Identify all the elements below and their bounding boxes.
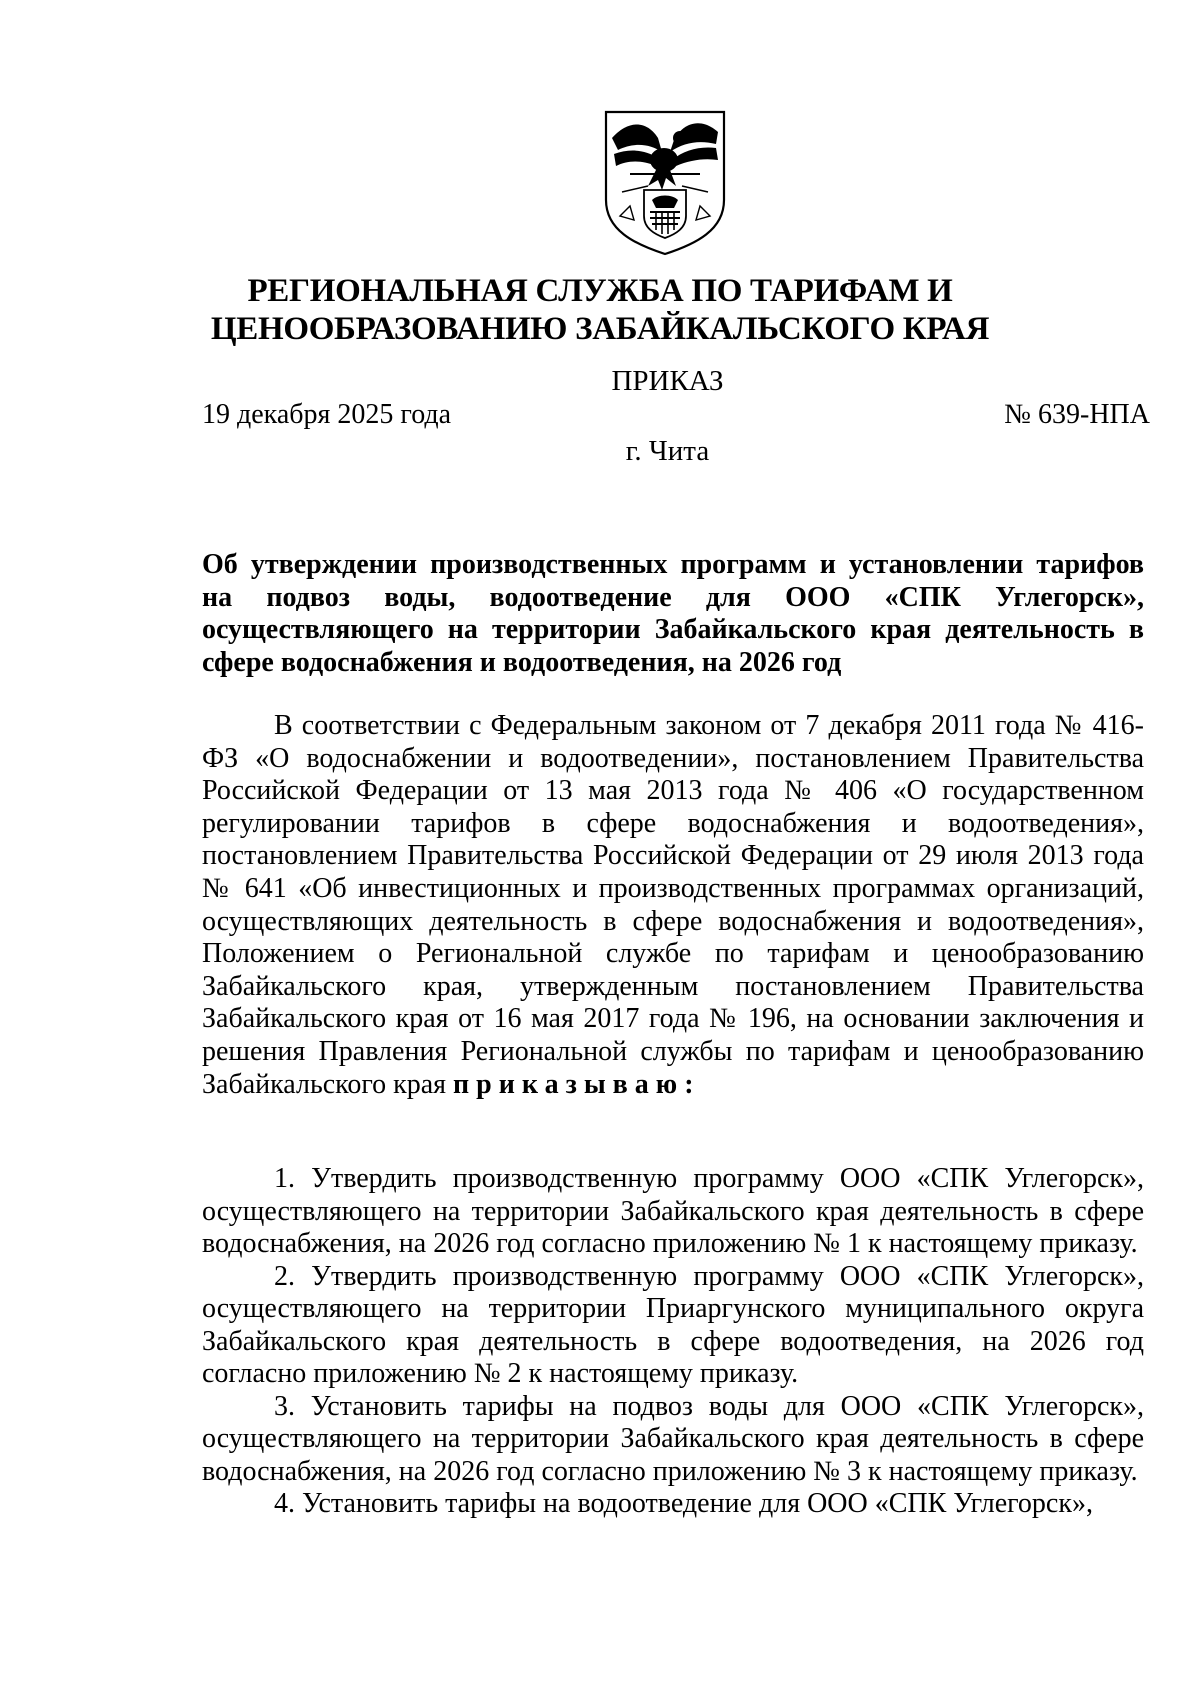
preamble-text: В соответствии с Федеральным законом от 7 декабря 2011 года № 416-ФЗ «О водоснабжении и водоотведении», постановлением Правительства Российской Федерации от 13 мая 2013 года № 406 «О государственном регулировании тарифов в сфере водоснабжения и водоотведения», постановлением Правительства Российской Федерации от 29 июля 2013 года № 641 «Об инвестиционных и производственных программах организаций, осуществляющих деятельность в сфере водоснабжения и водоотведения», Положением о Региональной службе по тарифам и ценообразованию Забайкальского края, утвержденным постановлением Правительства Забайкальского края от 16 мая 2017 года № 196, на основании заключения и решения Правления Региональной службы по тарифам и ценообразованию Забайкальского края [202,710,1144,1100]
document-subject: Об утверждении производственных программ и установлении тарифов на подвоз воды, водоотведение для ООО «СПК Углегорск», осуществляющего на территории Забайкальского края деятельность в сфере водоснабжения и водоотведения, на 2026 год [202,549,1144,678]
coat-of-arms-icon [600,108,730,256]
order-item: 2. Утвердить производственную программу ООО «СПК Углегорск», осуществляющего на территории Приаргунского муниципального округа Забайкальского края деятельность в сфере водоотведения, на 2026 год согласно приложению № 2 к настоящему приказу. [202,1260,1144,1389]
order-item: 1. Утвердить производственную программу ООО «СПК Углегорск», осуществляющего на территории Забайкальского края деятельность в сфере водоснабжения, на 2026 год согласно приложению № 1 к настоящему приказу. [202,1163,1144,1259]
document-date: 19 декабря 2025 года [202,399,452,430]
document-city: г. Чита [625,435,710,467]
organization-title-line1: РЕГИОНАЛЬНАЯ СЛУЖБА ПО ТАРИФАМ И [247,273,953,309]
organization-title-line2: ЦЕНООБРАЗОВАНИЮ ЗАБАЙКАЛЬСКОГО КРАЯ [210,311,990,347]
document-number: № 639-НПА [1004,399,1150,430]
order-item: 4. Установить тарифы на водоотведение для ООО «СПК Углегорск», [274,1488,1093,1519]
organization-title [150,272,1050,348]
order-item: 3. Установить тарифы на подвоз воды для ООО «СПК Углегорск», осуществляющего на территории Забайкальского края деятельность в сфере водоснабжения, на 2026 год согласно приложению № 3 к настоящему приказу. [202,1390,1144,1487]
preamble-paragraph [202,710,1144,1101]
document-type: ПРИКАЗ [611,365,724,397]
order-word: приказываю: [453,1068,701,1100]
order-items [202,1163,1144,1521]
